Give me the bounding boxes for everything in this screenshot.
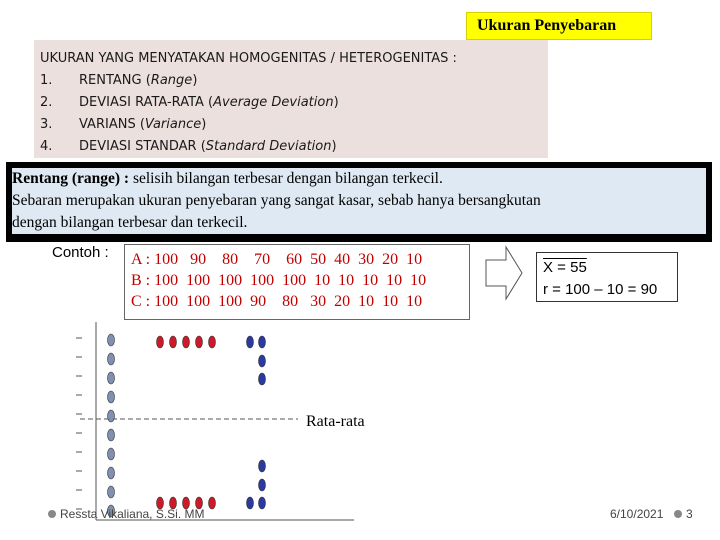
point-series-c xyxy=(259,336,266,348)
point-series-a xyxy=(108,410,115,422)
point-series-a xyxy=(108,353,115,365)
footer-author: Ressta Vikaliana, S.Si. MM xyxy=(48,507,205,521)
point-series-b xyxy=(183,336,190,348)
list-title: UKURAN YANG MENYATAKAN HOMOGENITAS / HETEROGENITAS : xyxy=(40,51,457,66)
point-series-a xyxy=(108,429,115,441)
point-series-a xyxy=(108,334,115,346)
footer-page: 3 xyxy=(674,507,693,521)
definition-line: Sebaran merupakan ukuran penyebaran yang sangat kasar, sebab hanya bersangkutan xyxy=(12,192,541,209)
data-row-c: C : 100 100 100 90 80 30 20 10 10 10 xyxy=(131,293,423,310)
list-text: VARIANS (Variance) xyxy=(79,117,207,132)
range-value: r = 100 – 10 = 90 xyxy=(543,281,658,298)
point-series-c xyxy=(259,460,266,472)
list-number: 3. xyxy=(40,117,53,132)
bullet-icon xyxy=(48,510,56,518)
slide-title: Ukuran Penyebaran xyxy=(466,12,652,40)
list-number: 2. xyxy=(40,95,53,110)
example-label: Contoh : xyxy=(52,244,109,261)
data-row-a: A : 100 90 80 70 60 50 40 30 20 10 xyxy=(131,251,423,268)
point-series-a xyxy=(108,391,115,403)
list-number: 1. xyxy=(40,73,53,88)
point-series-c xyxy=(259,355,266,367)
point-series-a xyxy=(108,467,115,479)
point-series-b xyxy=(170,336,177,348)
definition-line: dengan bilangan terbesar dan terkecil. xyxy=(12,214,248,231)
list-number: 4. xyxy=(40,139,53,154)
point-series-c xyxy=(247,336,254,348)
definition-line: Rentang (range) : selisih bilangan terbesar dengan bilangan terkecil. xyxy=(12,170,443,187)
point-series-c xyxy=(259,479,266,491)
list-text: DEVIASI RATA-RATA (Average Deviation) xyxy=(79,95,339,110)
point-series-b xyxy=(209,336,216,348)
point-series-c xyxy=(247,497,254,509)
point-series-c xyxy=(259,373,266,385)
point-series-b xyxy=(196,336,203,348)
list-text: RENTANG (Range) xyxy=(79,73,198,88)
mean-value: X = 55 xyxy=(543,259,587,276)
footer-date: 6/10/2021 xyxy=(610,507,664,521)
point-series-a xyxy=(108,486,115,498)
data-row-b: B : 100 100 100 100 100 10 10 10 10 10 xyxy=(131,272,427,289)
list-text: DEVIASI STANDAR (Standard Deviation) xyxy=(79,139,337,154)
point-series-b xyxy=(209,497,216,509)
point-series-c xyxy=(259,497,266,509)
point-series-a xyxy=(108,372,115,384)
bullet-icon xyxy=(674,510,682,518)
point-series-b xyxy=(157,336,164,348)
point-series-a xyxy=(108,448,115,460)
mean-label: Rata-rata xyxy=(306,413,365,430)
